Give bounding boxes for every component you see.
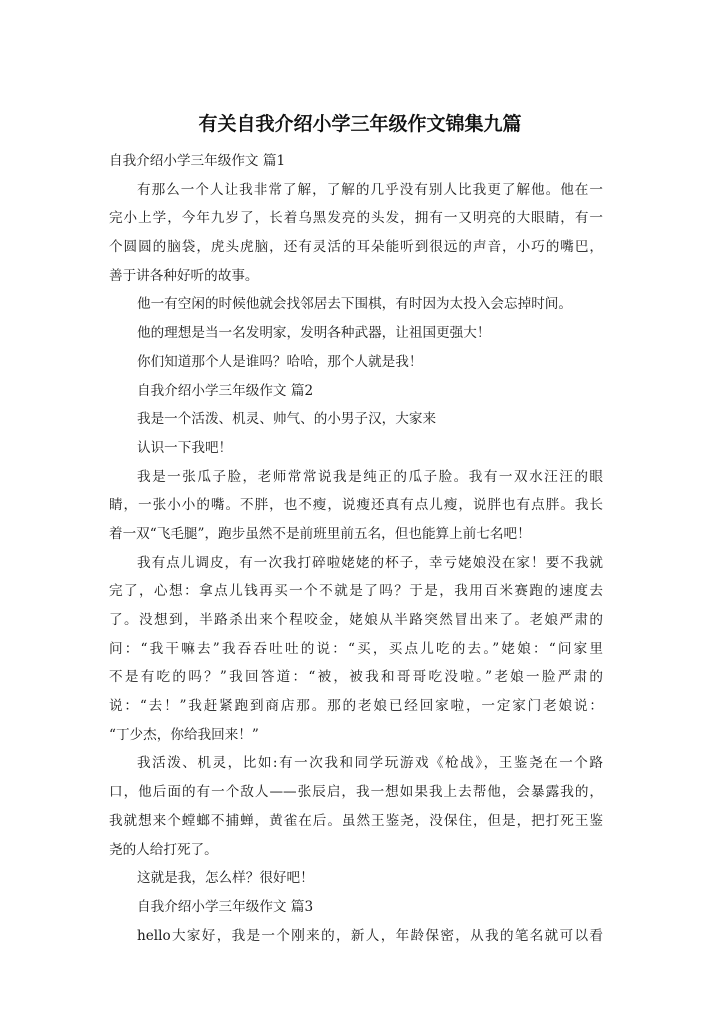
paragraph-line: 完了，心想：拿点儿钱再买一个不就是了吗？于是，我用百米赛跑的速度去: [109, 583, 603, 600]
paragraph-line: 我有点儿调皮，有一次我打碎啦姥姥的杯子，幸亏姥娘没在家！要不我就: [137, 554, 603, 571]
paragraph-line: 这就是我，怎么样？很好吧！: [137, 870, 314, 887]
paragraph-line: 他一有空闲的时候他就会找邻居去下围棋，有时因为太投入会忘掉时间。: [137, 296, 572, 313]
paragraph-line: 认识一下我吧！: [137, 439, 233, 456]
paragraph-line: 口，他后面的有一个敌人——张辰启，我一想如果我上去帮他，会暴露我的，: [109, 784, 603, 801]
paragraph-line: 着一双“飞毛腿”，跑步虽然不是前班里前五名，但也能算上前七名吧！: [109, 525, 531, 542]
paragraph-line: 你们知道那个人是谁吗？哈哈，那个人就是我！: [137, 353, 423, 370]
document-body: [109, 147, 603, 950]
paragraph-line: 问：“我干嘛去”我吞吞吐吐的说：“买，买点儿吃的去。”姥娘：“问家里: [109, 640, 603, 657]
paragraph-line: 尧的人给打死了。: [109, 841, 218, 858]
paragraph-line: 我就想来个螳螂不捕蝉，黄雀在后。虽然王鉴尧，没保住，但是，把打死王鉴: [109, 812, 603, 829]
section-heading-3: 自我介绍小学三年级作文 篇3: [137, 898, 314, 915]
paragraph-line: 完小上学，今年九岁了，长着乌黑发亮的头发，拥有一又明亮的大眼睛，有一: [109, 210, 603, 227]
paragraph-line: 有那么一个人让我非常了解，了解的几乎没有别人比我更了解他。他在一: [137, 181, 603, 198]
paragraph-line: 个圆圆的脑袋，虎头虎脑，还有灵活的耳朵能听到很远的声音，小巧的嘴巴，: [109, 239, 603, 256]
paragraph-line: “丁少杰，你给我回来！”: [109, 726, 259, 743]
paragraph-line: 我是一张瓜子脸，老师常常说我是纯正的瓜子脸。我有一双水汪汪的眼: [137, 468, 603, 485]
paragraph-line: 说：“去！”我赶紧跑到商店那。那的老娘已经回家啦，一定家门老娘说：: [109, 698, 603, 715]
paragraph-line: 我是一个活泼、机灵、帅气、的小男子汉，大家来: [137, 411, 437, 428]
paragraph-line: 我活泼、机灵，比如:有一次我和同学玩游戏《枪战》，王鉴尧在一个路: [137, 755, 603, 772]
section-heading-1: 自我介绍小学三年级作文 篇1: [109, 153, 286, 169]
paragraph-line: 了。没想到，半路杀出来个程咬金，姥娘从半路突然冒出来了。老娘严肃的: [109, 612, 603, 628]
paragraph-line: hello大家好，我是一个刚来的，新人，年龄保密，从我的笔名就可以看: [137, 927, 603, 944]
document-title: 有关自我介绍小学三年级作文锦集九篇: [198, 113, 522, 135]
paragraph-line: 不是有吃的吗？”我回答道：“被，被我和哥哥吃没啦。”老娘一脸严肃的: [109, 669, 603, 686]
section-heading-2: 自我介绍小学三年级作文 篇2: [137, 382, 314, 399]
paragraph-line: 善于讲各种好听的故事。: [109, 267, 259, 284]
paragraph-line: 睛，一张小小的嘴。不胖，也不瘦，说瘦还真有点儿瘦，说胖也有点胖。我长: [109, 497, 603, 514]
paragraph-line: 他的理想是当一名发明家，发明各种武器，让祖国更强大！: [137, 325, 491, 342]
